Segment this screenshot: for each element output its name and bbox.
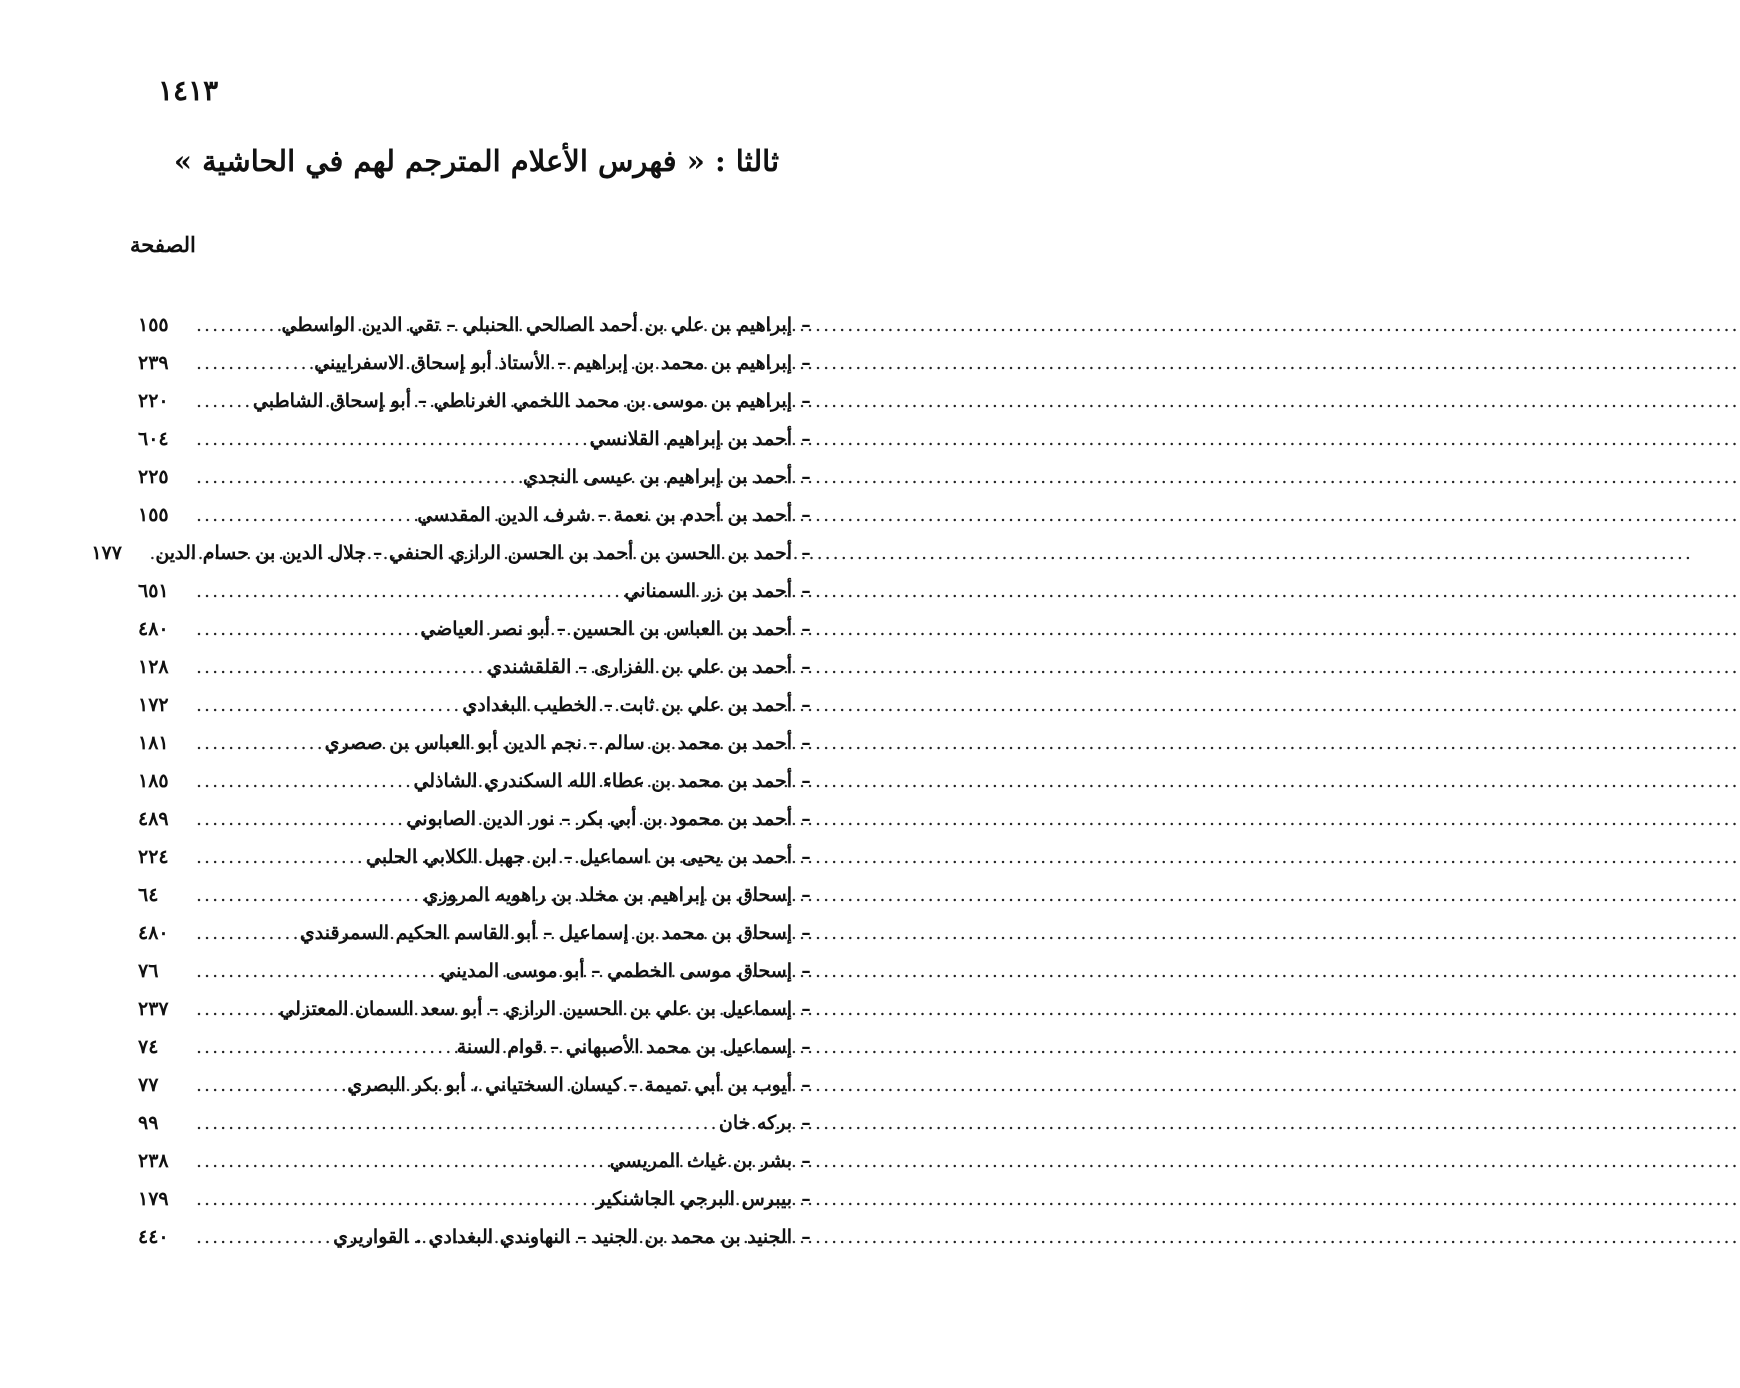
dot-leader	[196, 390, 247, 412]
list-item	[138, 1142, 820, 1180]
dot-leader	[196, 1112, 713, 1134]
entry-name: إبراهيم بن محمد بن إبراهيم – الأستاذ أبو إسحاق الاسفراييني	[314, 352, 792, 374]
entry-page-number: ٧٤	[138, 1036, 159, 1058]
entry-dash: –	[801, 542, 811, 564]
dot-leader	[196, 352, 308, 374]
entry-name: إبراهيم بن علي بن أحمد الصالحي الحنبلي – تقي الدين الواسطي	[281, 314, 792, 336]
entry-page-number: ١٨١	[138, 732, 169, 754]
dot-leader	[196, 1226, 327, 1248]
entry-name: بشر بن غياث المريسي	[609, 1150, 792, 1172]
entry-dash: –	[801, 1112, 811, 1134]
list-item	[138, 914, 820, 952]
list-item	[138, 382, 820, 420]
list-item	[138, 1218, 820, 1256]
entry-page-number: ٢٣٩	[138, 352, 169, 374]
entry-name: إسحاق موسى الخطمي – أبو موسى المديني	[440, 960, 792, 982]
entry-name: بركه خان	[718, 1112, 792, 1134]
list-item	[138, 496, 820, 534]
list-item	[138, 990, 820, 1028]
list-item	[138, 686, 820, 724]
dot-leader	[196, 466, 517, 488]
dot-leader	[196, 314, 275, 336]
entry-name: أحمد بن علي بن الفزارى – القلقشندي	[487, 656, 792, 678]
entry-dash: –	[801, 1226, 811, 1248]
dot-leader	[196, 428, 584, 450]
entry-dash: –	[801, 504, 811, 526]
entry-page-number: ٦٥١	[138, 580, 169, 602]
dot-leader	[196, 694, 456, 716]
entry-name: أحمد بن محمد بن سالم – نجم الدين أبو العباس بن صصري	[324, 732, 792, 754]
entry-page-number: ١٥٥	[138, 504, 169, 526]
entry-page-number: ١٧٩	[138, 1188, 169, 1210]
entry-name: أيوب بن أبي تميمة – كيسان السختياني ، أبو بكر البصري	[347, 1074, 792, 1096]
entry-dash: –	[801, 998, 811, 1020]
entry-page-number: ١٨٥	[138, 770, 169, 792]
dot-leader	[196, 808, 400, 830]
dot-leader	[196, 580, 618, 602]
entry-page-number: ٦٤	[138, 884, 159, 906]
list-item	[138, 1066, 820, 1104]
list-item	[138, 1180, 820, 1218]
entry-name: إسحاق بن محمد بن إسماعيل – أبو القاسم الحكيم السمرقندي	[299, 922, 792, 944]
entry-dash: –	[801, 390, 811, 412]
entry-name: أحمد بن علي بن ثابت – الخطيب البغدادي	[462, 694, 792, 716]
list-item	[138, 306, 820, 344]
list-item	[138, 572, 820, 610]
entry-dash: –	[801, 1074, 811, 1096]
entry-name: أحمد بن زر السمناني	[624, 580, 792, 602]
dot-leader	[196, 618, 414, 640]
entry-page-number: ١٢٨	[138, 656, 169, 678]
entry-page-number: ٤٨٩	[138, 808, 169, 830]
entry-dash: –	[801, 846, 811, 868]
list-item	[138, 876, 820, 914]
entry-dash: –	[801, 618, 811, 640]
entry-dash: –	[801, 694, 811, 716]
list-item	[138, 952, 820, 990]
entry-page-number: ١٧٧	[91, 542, 122, 564]
entry-dash: –	[801, 884, 811, 906]
entry-name: إبراهيم بن موسى بن محمد اللخمي الغرناطي – أبو إسحاق الشاطبي	[252, 390, 792, 412]
entry-dash: –	[801, 1036, 811, 1058]
dot-leader	[196, 1188, 590, 1210]
entry-dash: –	[801, 466, 811, 488]
entry-page-number: ١٥٥	[138, 314, 169, 336]
entry-page-number: ٧٦	[138, 960, 159, 982]
entry-page-number: ٢٢٤	[138, 846, 169, 868]
dot-leader	[196, 770, 407, 792]
list-item	[138, 458, 820, 496]
dot-leader	[196, 998, 273, 1020]
list-item	[138, 838, 820, 876]
list-item	[138, 1028, 820, 1066]
dot-leader	[196, 846, 360, 868]
entry-dash: –	[801, 808, 811, 830]
entry-name: إسماعيل بن محمد الأصبهاني – قوام السنة	[456, 1036, 792, 1058]
list-item	[138, 724, 820, 762]
dot-leader	[196, 656, 481, 678]
dot-leader	[196, 1150, 604, 1172]
entry-page-number: ٢٣٧	[138, 998, 169, 1020]
entry-dash: –	[801, 314, 811, 336]
entry-page-number: ٩٩	[138, 1112, 159, 1134]
entry-dash: –	[801, 1150, 811, 1172]
entry-dash: –	[801, 770, 811, 792]
entry-name: أحمد بن العباس بن الحسين – أبو نصر العياضي	[420, 618, 792, 640]
page-column-header: الصفحة	[130, 232, 196, 257]
dot-leader	[196, 960, 434, 982]
dot-leader	[196, 504, 411, 526]
entry-name: أحمد بن محمد بن عطاء الله السكندري الشاذلي	[413, 770, 792, 792]
dot-leader	[196, 884, 417, 906]
dot-leader	[196, 1036, 451, 1058]
entry-dash: –	[801, 352, 811, 374]
dot-leader	[196, 732, 319, 754]
entry-page-number: ٢٢٠	[138, 390, 169, 412]
page-number: ١٤١٣	[158, 74, 219, 107]
entry-name: أحمد بن محمود بن أبي بكر – نور الدين الصابوني	[406, 808, 792, 830]
entry-name: الجنيد بن محمد بن الجنيد – النهاوندي البغدادي . القواريري	[333, 1226, 792, 1248]
entry-dash: –	[801, 1188, 811, 1210]
entry-name: أحمد بن الحسن بن أحمد بن الحسن الرازي الحنفي – جلال الدين بن حسام الدين	[155, 542, 792, 564]
entry-page-number: ٢٣٨	[138, 1150, 169, 1172]
entry-page-number: ٢٢٥	[138, 466, 169, 488]
entry-dash: –	[801, 580, 811, 602]
list-item	[91, 534, 820, 572]
list-item	[138, 610, 820, 648]
entry-page-number: ٤٨٠	[138, 922, 169, 944]
entry-name: أحمد بن أحدم بن نعمة – شرف الدين المقدسي	[417, 504, 792, 526]
entry-name: أحمد بن إبراهيم بن عيسى النجدي	[522, 466, 792, 488]
list-item	[138, 800, 820, 838]
entry-name: بيبرس البرجي الجاشنكير	[595, 1188, 792, 1210]
index-list	[91, 306, 820, 1256]
list-item	[138, 648, 820, 686]
entry-dash: –	[801, 656, 811, 678]
entry-name: أحمد بن إبراهيم القلانسي	[589, 428, 792, 450]
entry-dash: –	[801, 732, 811, 754]
entry-name: إسحاق بن إبراهيم بن مخلد بن راهويه المروزي	[423, 884, 792, 906]
page-title: ثالثا : « فهرس الأعلام المترجم لهم في الحاشية »	[173, 144, 780, 178]
dot-leader	[196, 922, 294, 944]
entry-page-number: ٦٠٤	[138, 428, 169, 450]
entry-name: إسماعيل بن علي بن الحسين الرازي – أبو سعد السمان المعتزلي	[279, 998, 792, 1020]
dot-leader	[196, 1074, 341, 1096]
list-item	[138, 420, 820, 458]
entry-dash: –	[801, 922, 811, 944]
list-item	[138, 344, 820, 382]
entry-page-number: ١٧٢	[138, 694, 169, 716]
entry-page-number: ٧٧	[138, 1074, 159, 1096]
entry-dash: –	[801, 960, 811, 982]
entry-dash: –	[801, 428, 811, 450]
entry-page-number: ٤٨٠	[138, 618, 169, 640]
entry-name: أحمد بن يحيى بن اسماعيل – ابن جهبل الكلابي الحلبي	[366, 846, 792, 868]
list-item	[138, 1104, 820, 1142]
list-item	[138, 762, 820, 800]
entry-page-number: ٤٤٠	[138, 1226, 169, 1248]
